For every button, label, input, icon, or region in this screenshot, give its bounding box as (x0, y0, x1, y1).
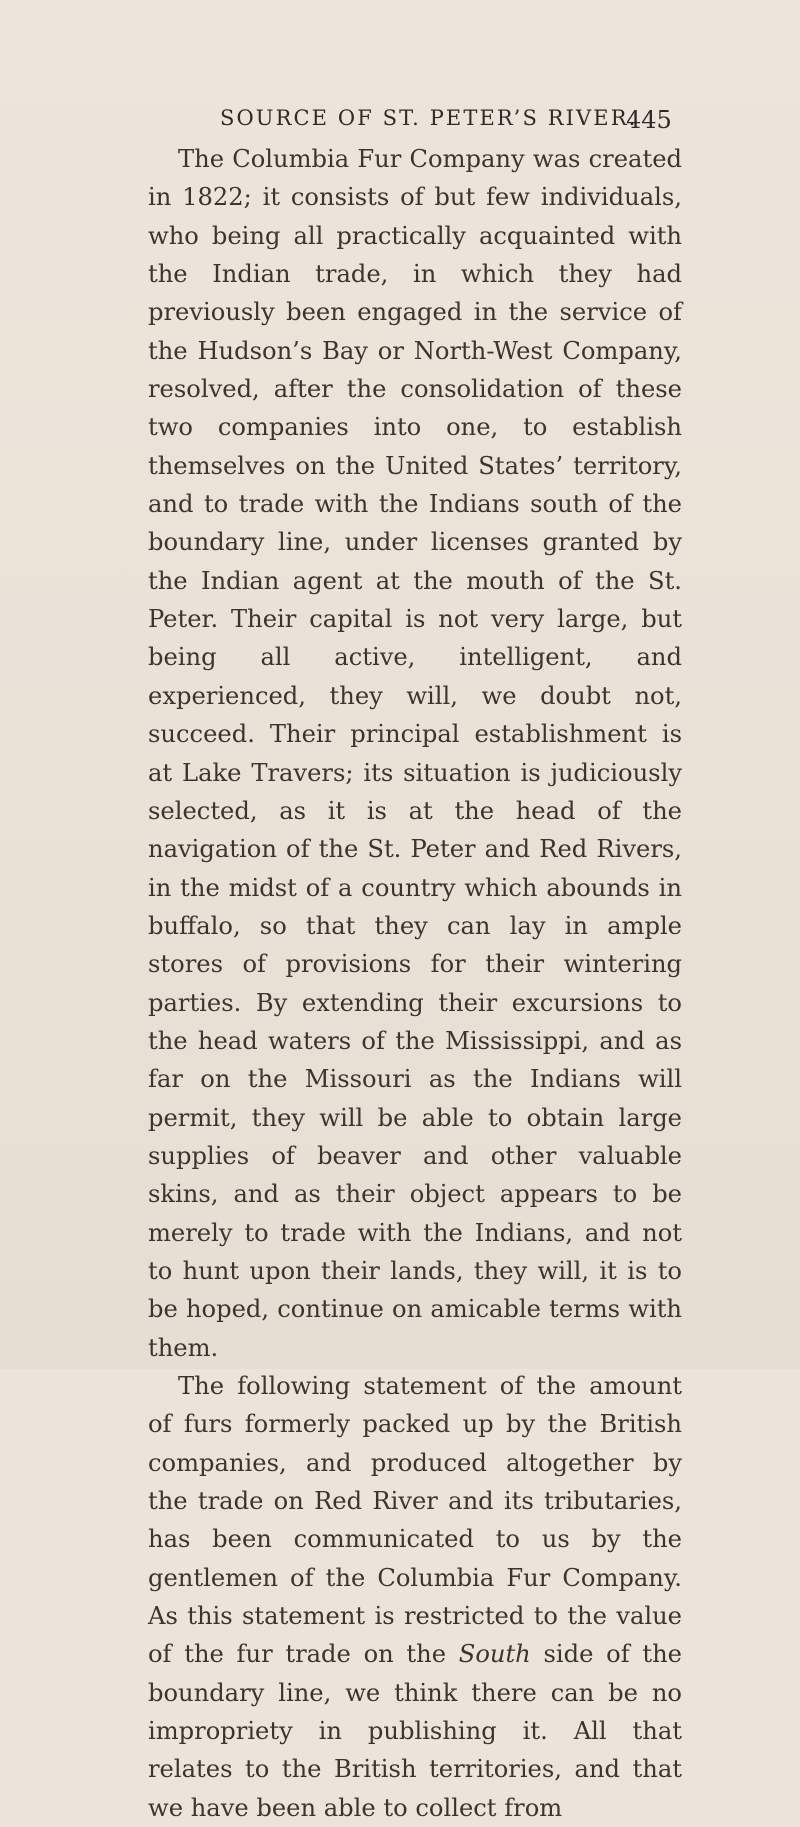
paragraph-2-text-a: The following statement of the amount of furs formerly packed up by the British companies, and produced altogether by the trade on Red River and its tributaries, has been communicated to us by the gentlemen of the Columbia Fur Company. As this statement is restricted to the value of the fur trade on the (148, 1372, 682, 1669)
body-text (148, 140, 682, 1827)
paragraph-2 (148, 1367, 682, 1827)
emphasis-south: South (458, 1640, 531, 1669)
running-head: SOURCE OF ST. PETER’S RIVER. (220, 106, 638, 130)
paragraph-2-text-b: side of the boundary line, we think there can be no impropriety in publishing it. All that relates to the British territories, and that we have been able to collect from (148, 1640, 682, 1822)
paragraph-1: The Columbia Fur Company was created in 1822; it consists of but few individuals, who being all practically acquainted with the Indian trade, in which they had previously been engaged in the service of the Hudson’s Bay or North-West Company, resolved, after the consolidation of these two companies into one, to establish themselves on the United States’ territory, and to trade with the Indians south of the boundary line, under licenses granted by the Indian agent at the mouth of the St. Peter. Their capital is not very large, but being all active, intelligent, and experienced, they will, we doubt not, succeed. Their principal establishment is at Lake Travers; its situation is judiciously selected, as it is at the head of the navigation of the St. Peter and Red Rivers, in the midst of a country which abounds in buffalo, so that they can lay in ample stores of provisions for their wintering parties. By extending their excursions to the head waters of the Mississippi, and as far on the Missouri as the Indians will permit, they will be able to obtain large supplies of beaver and other valuable skins, and as their object appears to be merely to trade with the Indians, and not to hunt upon their lands, they will, it is to be hoped, continue on amicable terms with them. (148, 145, 682, 1362)
page-number: 445 (626, 106, 672, 134)
page-header (0, 106, 800, 142)
